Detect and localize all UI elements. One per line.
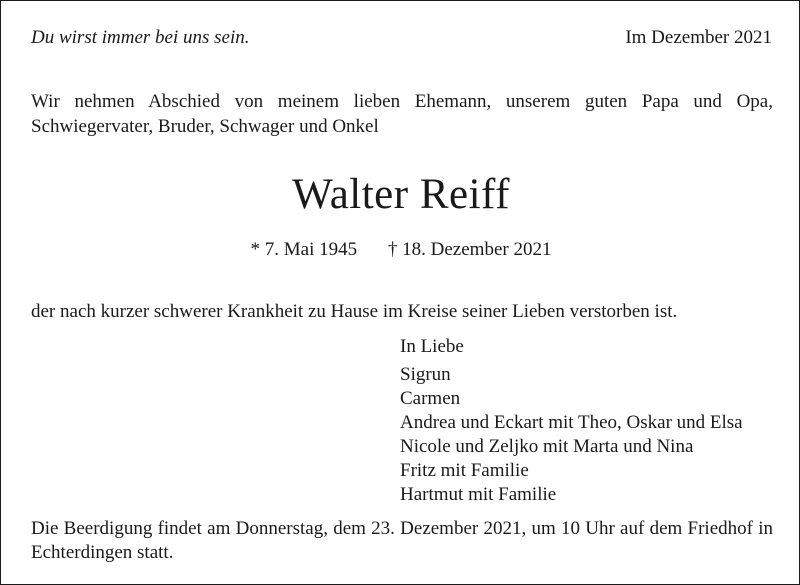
family-member: Sigrun [400, 364, 451, 385]
funeral-info: Die Beerdigung findet am Donnerstag, dem 23. Dezember 2021, um 10 Uhr auf dem Friedhof in Echterdingen statt. [31, 518, 773, 563]
family-member: Carmen [400, 388, 461, 409]
death-date: † 18. Dezember 2021 [387, 239, 552, 260]
family-member: Fritz mit Familie [400, 460, 529, 481]
notice-date: Im Dezember 2021 [625, 27, 772, 48]
family-member: Andrea und Eckart mit Theo, Oskar und Elsa [400, 412, 743, 433]
passing-text: der nach kurzer schwerer Krankheit zu Hause im Kreise seiner Lieben verstorben ist. [31, 301, 678, 322]
motto: Du wirst immer bei uns sein. [31, 27, 250, 48]
family-member: Nicole und Zeljko mit Marta und Nina [400, 436, 694, 457]
greeting: In Liebe [400, 336, 464, 357]
life-dates [1, 238, 800, 262]
birth-date: * 7. Mai 1945 [250, 239, 358, 260]
deceased-name: Walter Reiff [292, 171, 510, 218]
intro-text: Wir nehmen Abschied von meinem lieben Ehemann, unserem guten Papa und Opa, Schwiegervater, Bruder, Schwager und Onkel [31, 91, 773, 137]
family-member: Hartmut mit Familie [400, 484, 557, 505]
mourners-block [400, 335, 743, 507]
